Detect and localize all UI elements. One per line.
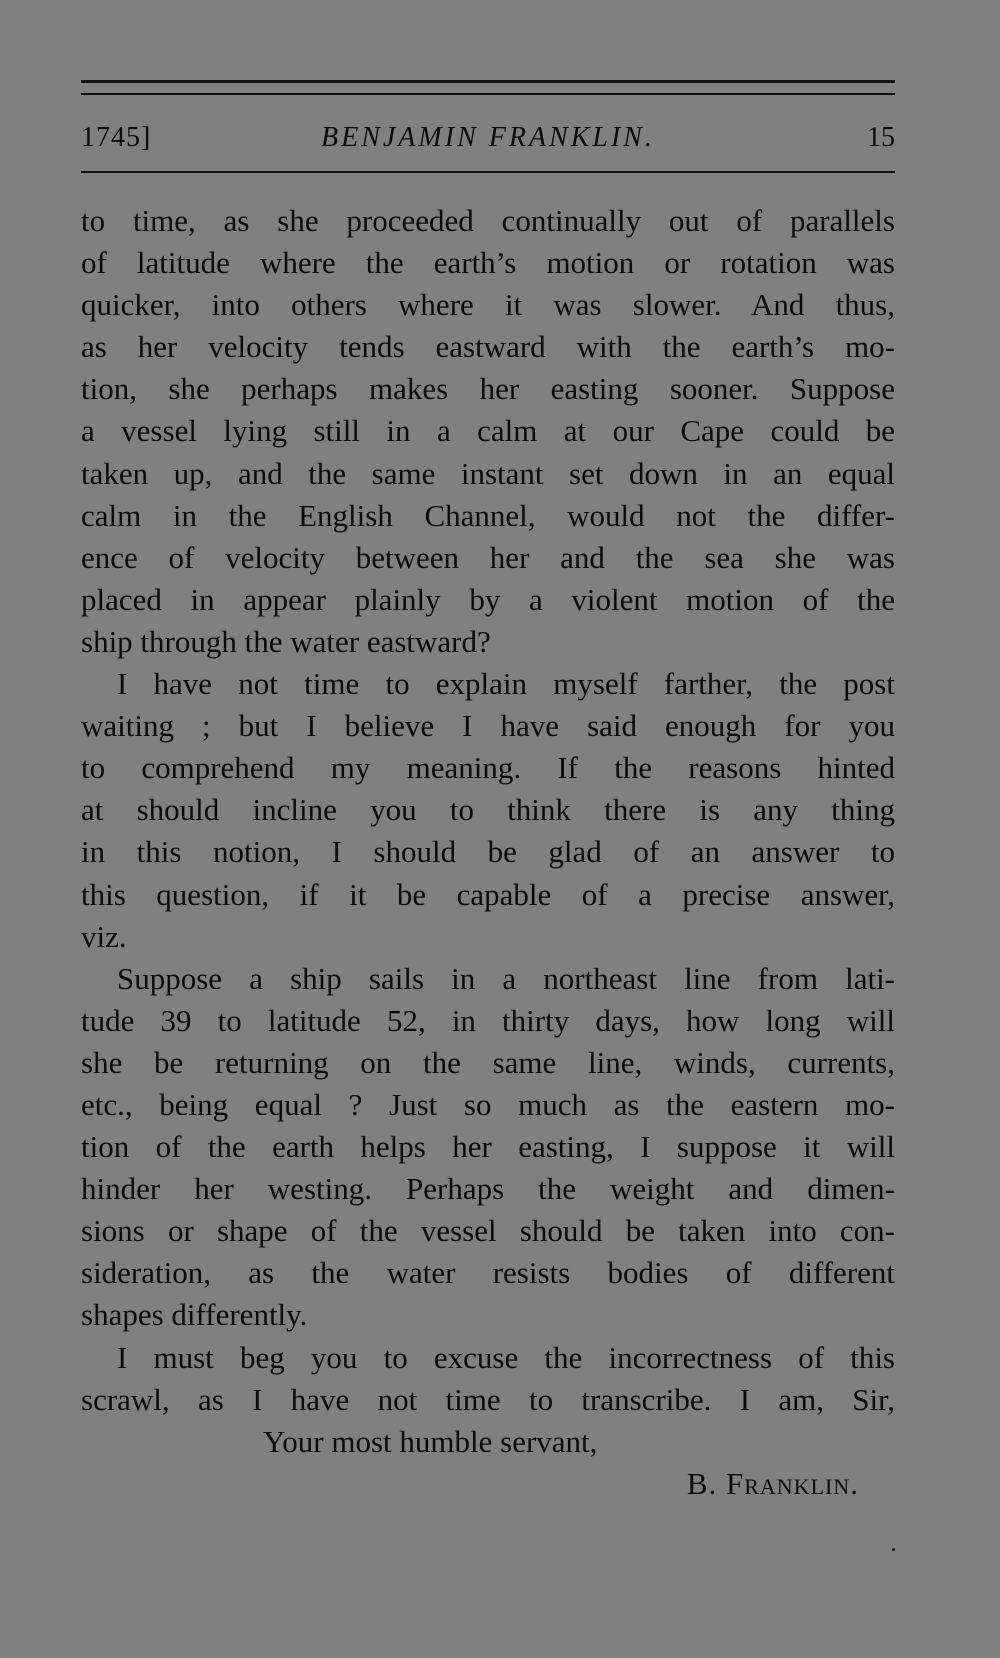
header-rule-top (81, 80, 895, 83)
text-line: this question, if it be capable of a precise answer, (81, 876, 895, 912)
text-line: placed in appear plainly by a violent motion of the (81, 581, 895, 617)
paragraph (81, 1337, 895, 1421)
page-number: 15 (867, 122, 895, 153)
text-line: sideration, as the water resists bodies of different (81, 1255, 895, 1291)
text-line: viz. (81, 918, 127, 954)
text-line: I must beg you to excuse the incorrectness of this (117, 1339, 895, 1375)
text-line: hinder her westing. Perhaps the weight and dimen- (81, 1171, 895, 1207)
text-line: waiting ; but I believe I have said enough for you (81, 708, 895, 744)
text-line: Suppose a ship sails in a northeast line from lati- (117, 960, 895, 996)
text-line: ence of velocity between her and the sea she was (81, 539, 895, 575)
text-line: I have not time to explain myself farther, the post (117, 666, 895, 702)
header-year: 1745] (81, 122, 152, 153)
text-line: she be returning on the same line, winds, currents, (81, 1044, 895, 1080)
text-line: sions or shape of the vessel should be taken into con- (81, 1213, 895, 1249)
text-line: quicker, into others where it was slower. And thus, (81, 287, 895, 323)
text-line: tion, she perhaps makes her easting sooner. Suppose (81, 371, 895, 407)
signature: B. Franklin. (686, 1465, 859, 1501)
text-line: to comprehend my meaning. If the reasons hinted (81, 750, 895, 786)
print-speck (892, 1548, 895, 1551)
text-line: of latitude where the earth’s motion or rotation was (81, 245, 895, 281)
paragraph (81, 958, 895, 1337)
header-rule-bottom (81, 171, 895, 173)
text-line: taken up, and the same instant set down in an equal (81, 455, 895, 491)
header-title: BENJAMIN FRANKLIN. (321, 122, 655, 153)
text-line: calm in the English Channel, would not the differ- (81, 497, 895, 533)
text-line: at should incline you to think there is any thing (81, 792, 895, 828)
text-line: to time, as she proceeded continually out of parallels (81, 203, 895, 238)
text-line: etc., being equal ? Just so much as the eastern mo- (81, 1086, 895, 1122)
text-line: a vessel lying still in a calm at our Cape could be (81, 413, 895, 449)
header-rule-top-inner (81, 93, 895, 95)
paragraph (81, 200, 895, 663)
text-line: tude 39 to latitude 52, in thirty days, how long will (81, 1002, 895, 1038)
text-line: shapes differently. (81, 1297, 308, 1333)
text-line: as her velocity tends eastward with the earth’s mo- (81, 329, 895, 365)
running-head (81, 118, 895, 158)
text-line: scrawl, as I have not time to transcribe. I am, Sir, (81, 1381, 895, 1417)
text-line: in this notion, I should be glad of an answer to (81, 834, 895, 870)
letter-body (81, 200, 895, 1505)
paragraph (81, 663, 895, 958)
text-line: ship through the water eastward? (81, 623, 491, 659)
closing-salutation: Your most humble servant, (263, 1423, 598, 1459)
text-line: tion of the earth helps her easting, I suppose it will (81, 1129, 895, 1165)
